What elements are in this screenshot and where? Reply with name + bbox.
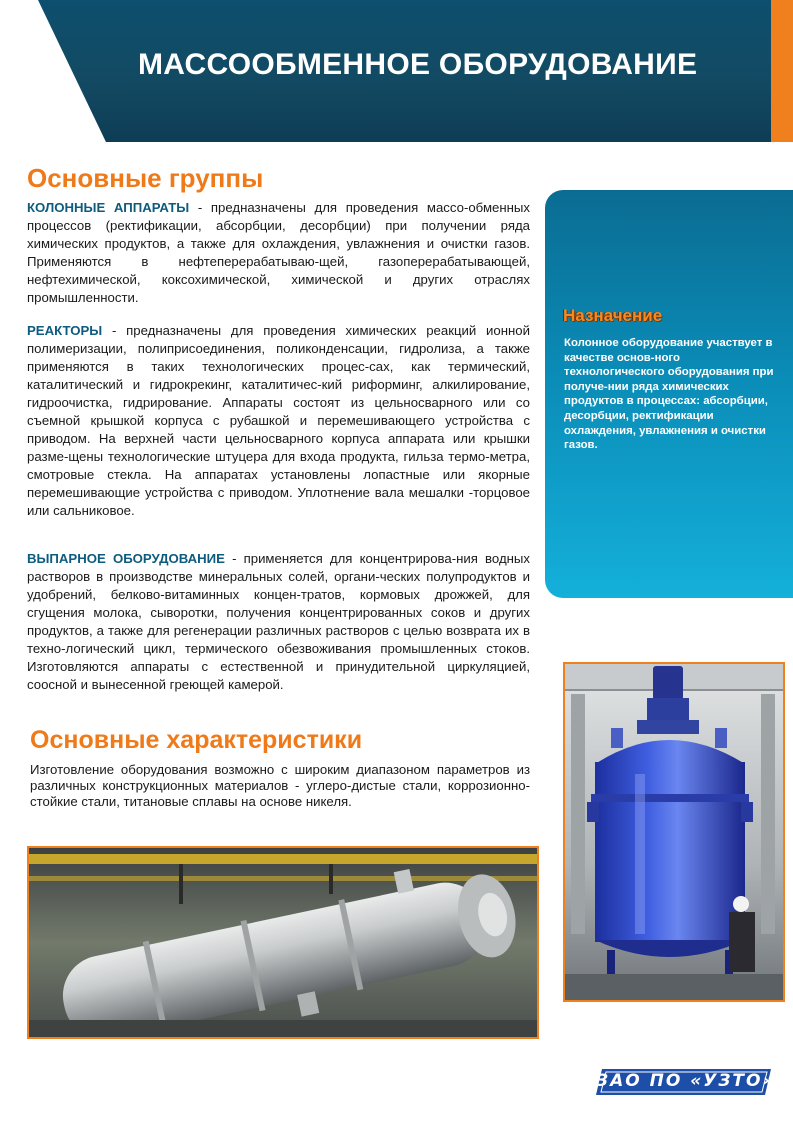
reactors-lead: РЕАКТОРЫ: [27, 323, 103, 338]
header-accent-stripe: [771, 0, 793, 142]
column-illustration: [29, 848, 537, 1037]
evaporators-paragraph: [27, 550, 530, 694]
purpose-text: Колонное оборудование участвует в качестве основ-ного технологического оборудования при получе-нии ряда химических продуктов в процессах: абсорбции, десорбции, ректификации охлаждения, увлажнения и очистки газов.: [564, 337, 774, 452]
reactors-paragraph: [27, 322, 530, 520]
logo-text: ЗАО ПО «УЗТО»: [596, 1071, 776, 1091]
reactors-text: - предназначены для проведения химических реакций ионной полимеризации, полиприсоединения, поликонденсации, гидролиза, а также применяются в таких технологических процес-сах, как термический, каталитический и гидрокрекинг, каталитичес-кий риформинг, алкилирование, гидроочистка, гидрирование. Аппараты состоят из цельносварного или со съемной крышкой корпуса с рубашкой и перемешивающего устройства с приводом. На верхней части цельносварного корпуса аппарата или крышки разме-щены технологические штуцера для входа продукта, гильза термо-метра, смотровые стекла. На аппаратах установлены лопастные или якорные перемешивающие устройства с приводом. Уплотнение вала мешалки -торцовое или сальниковое.: [27, 323, 530, 518]
columns-text: - предназначены для проведения массо-обменных процессов (ректификации, абсорбции, десорбции) при получении ряда химических продуктов, а также для охлаждения, увлажнения и очистки газов. Применяются в нефтеперерабатываю-щей, газоперерабатывающей, нефтехимической, коксохимической, химической и других отраслях промышленности.: [27, 200, 530, 305]
page-title: МАССООБМЕННОЕ ОБОРУДОВАНИЕ: [138, 48, 698, 81]
reactor-photo: [563, 662, 785, 1002]
evaporators-lead: ВЫПАРНОЕ ОБОРУДОВАНИЕ: [27, 551, 225, 566]
purpose-title: Назначение: [563, 306, 663, 325]
characteristics-paragraph: Изготовление оборудования возможно с широким диапазоном параметров из различных конструкционных материалов - углеро-дистые стали, коррозионно-стойкие стали, титановые сплавы на основе никеля.: [30, 762, 530, 809]
column-photo: [27, 846, 539, 1039]
columns-lead: КОЛОННЫЕ АППАРАТЫ: [27, 200, 190, 215]
company-logo: [596, 1069, 776, 1095]
columns-paragraph: [27, 199, 530, 307]
characteristics-heading: Основные характеристики: [30, 726, 363, 754]
evaporators-text: - применяется для концентрирова-ния водных растворов в производстве минеральных солей, органи-ческих полупродуктов и удобрений, белково-витаминных концен-тратов, кормовых дрожжей, для сгущения молока, сыворотки, получения концентрированных соков и других продуктов, а также для регенерации различных растворов с целью возврата их в техно-логический цикл, термического обезвоживания промышленных стоков. Изготовляются аппараты с естественной и принудительной циркуляцией, соосной и вынесенной греющей камерой.: [27, 551, 530, 692]
reactor-illustration: [565, 664, 783, 1000]
groups-heading: Основные группы: [27, 163, 264, 193]
